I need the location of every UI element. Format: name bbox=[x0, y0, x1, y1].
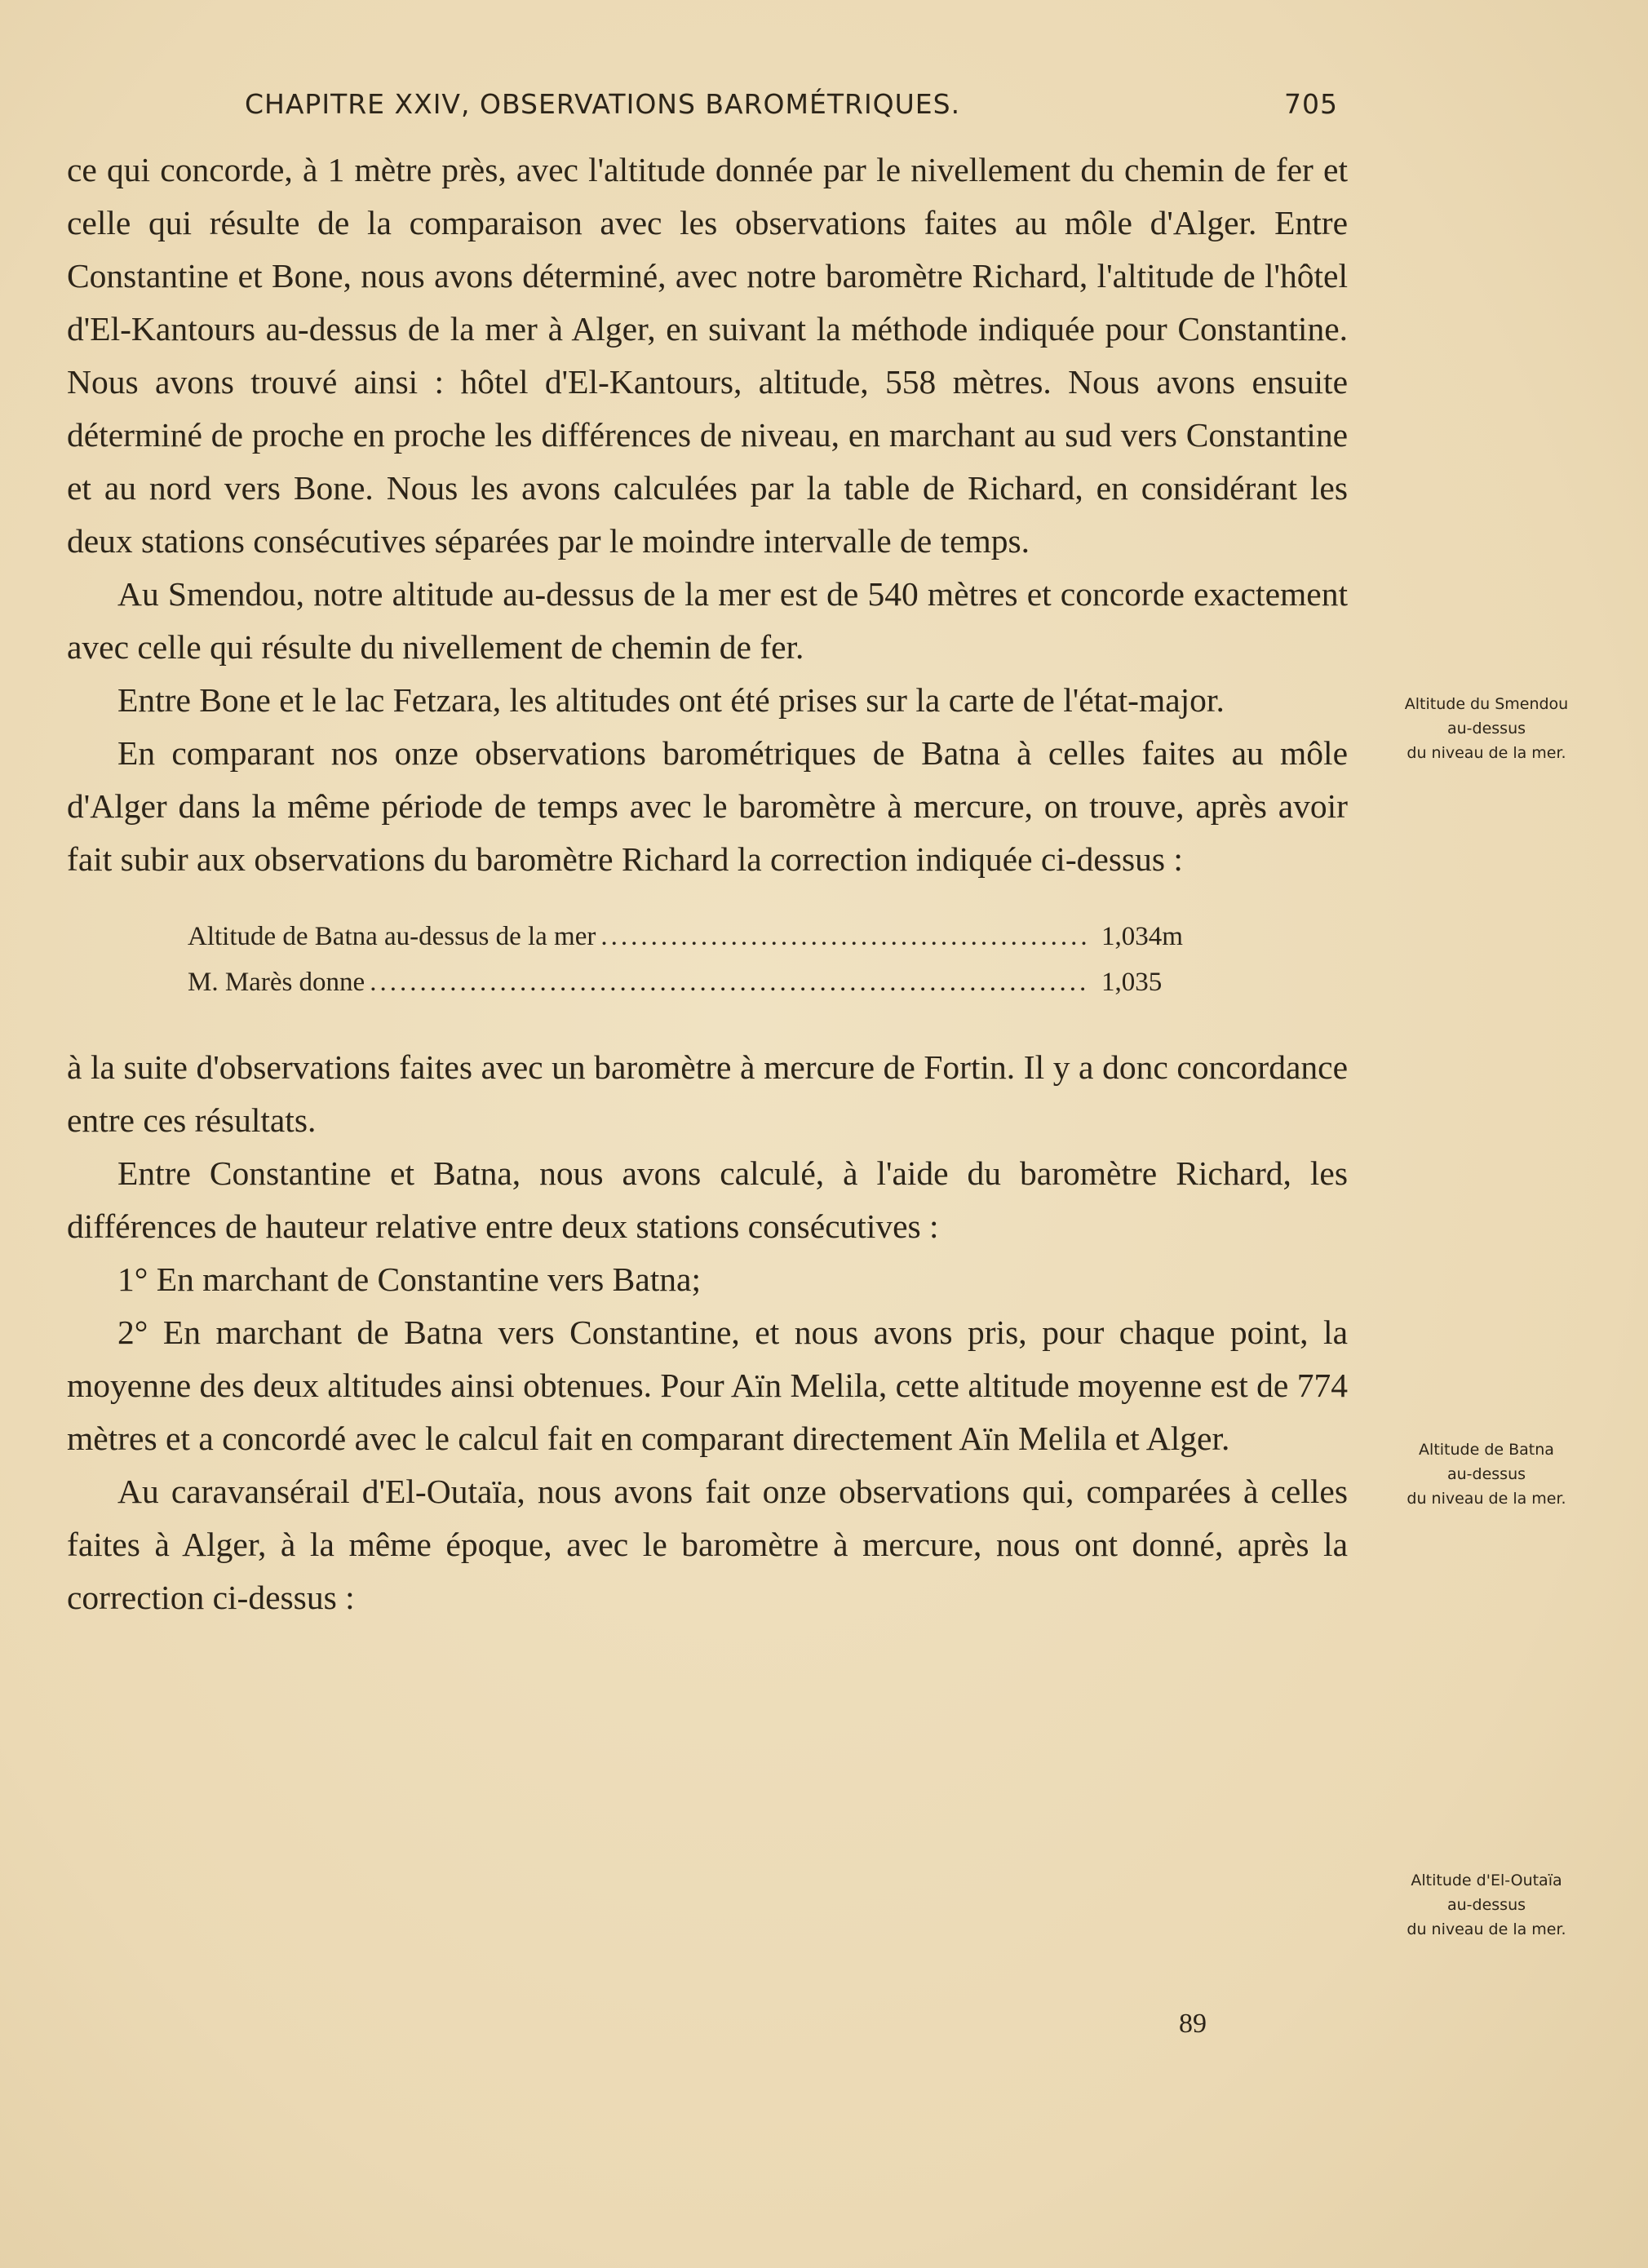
page-header bbox=[245, 88, 1338, 129]
margin-note-line: au-dessus bbox=[1446, 1896, 1526, 1914]
measurement-label: Altitude de Batna au-dessus de la mer bbox=[188, 922, 596, 951]
margin-note-line: du niveau de la mer. bbox=[1407, 1490, 1566, 1508]
measurement-value: 1,034m bbox=[1101, 922, 1183, 951]
margin-note-line: du niveau de la mer. bbox=[1407, 744, 1566, 762]
page-number: 705 bbox=[1284, 88, 1338, 120]
paragraph-continuation: ce qui concorde, à 1 mètre près, avec l'altitude donnée par le nivellement du chemin de fer et celle qui résulte de la comparaison avec les observations faites au môle d'Alger. Entre Constantine et Bone, nous avons déterminé, avec notre baromètre Richard, l'altitude de l'hôtel d'El-Kantours au-dessus de la mer à Alger, en suivant la méthode indiquée pour Constantine. Nous avons trouvé ainsi : hôtel d'El-Kantours, altitude, 558 mètres. Nous avons ensuite déterminé de proche en proche les différences de niveau, en marchant au sud vers Constantine et au nord vers Bone. Nous les avons calculées par la table de Richard, en considérant les deux stations consécutives séparées par le moindre intervalle de temps. bbox=[67, 151, 1348, 560]
body-text bbox=[67, 144, 1348, 1624]
measurement-label: M. Marès donne bbox=[188, 968, 365, 997]
margin-note-line: Altitude de Batna bbox=[1419, 1441, 1554, 1459]
margin-note-line: Altitude du Smendou bbox=[1404, 695, 1569, 713]
margin-note-line: du niveau de la mer. bbox=[1407, 1920, 1566, 1938]
margin-note-line: au-dessus bbox=[1446, 1465, 1526, 1483]
margin-note-batna bbox=[1372, 1437, 1601, 1511]
paragraph-constantine-batna: Entre Constantine et Batna, nous avons calculé, à l'aide du baromètre Richard, les différences de hauteur relative entre deux stations consécutives : bbox=[67, 1154, 1348, 1245]
leader-dots bbox=[600, 914, 1090, 959]
margin-note-line: au-dessus bbox=[1446, 720, 1526, 738]
paragraph-fetzara: Entre Bone et le lac Fetzara, les altitudes ont été prises sur la carte de l'état-major. bbox=[117, 681, 1225, 719]
list-item-first: 1° En marchant de Constantine vers Batna; bbox=[117, 1260, 701, 1298]
list-item-second: 2° En marchant de Batna vers Constantine, et nous avons pris, pour chaque point, la moyenne des deux altitudes ainsi obtenues. Pour Aïn Melila, cette altitude moyenne est de 774 mètres et a concordé avec le calcul fait en comparant directement Aïn Melila et Alger. bbox=[67, 1313, 1348, 1457]
paragraph-el-outaia: Au caravansérail d'El-Outaïa, nous avons fait onze observations qui, comparées à celles faites à Alger, à la même époque, avec le baromètre à mercure, nous ont donné, après la correction ci-dessus : bbox=[67, 1473, 1348, 1616]
measurement-row bbox=[188, 959, 1224, 1005]
margin-note-smendou bbox=[1372, 692, 1601, 765]
margin-note-line: Altitude d'El-Outaïa bbox=[1411, 1872, 1562, 1889]
measurement-table bbox=[188, 914, 1224, 1005]
paragraph-batna-comparison: En comparant nos onze observations barométriques de Batna à celles faites au môle d'Alger dans la même période de temps avec le baromètre à mercure, on trouve, après avoir fait subir aux observations du baromètre Richard la correction indiquée ci-dessus : bbox=[67, 734, 1348, 878]
margin-note-el-outaia bbox=[1372, 1868, 1601, 1942]
measurement-row bbox=[188, 914, 1224, 959]
leader-dots bbox=[370, 959, 1090, 1005]
measurement-value: 1,035 bbox=[1101, 968, 1163, 997]
paragraph-smendou: Au Smendou, notre altitude au-dessus de la mer est de 540 mètres et concorde exactement avec celle qui résulte du nivellement de chemin de fer. bbox=[67, 575, 1348, 666]
running-title: CHAPITRE XXIV, OBSERVATIONS BAROMÉTRIQUES. bbox=[245, 88, 961, 120]
signature-mark: 89 bbox=[1179, 2009, 1207, 2039]
paragraph-fortin: à la suite d'observations faites avec un baromètre à mercure de Fortin. Il y a donc concordance entre ces résultats. bbox=[67, 1048, 1348, 1139]
